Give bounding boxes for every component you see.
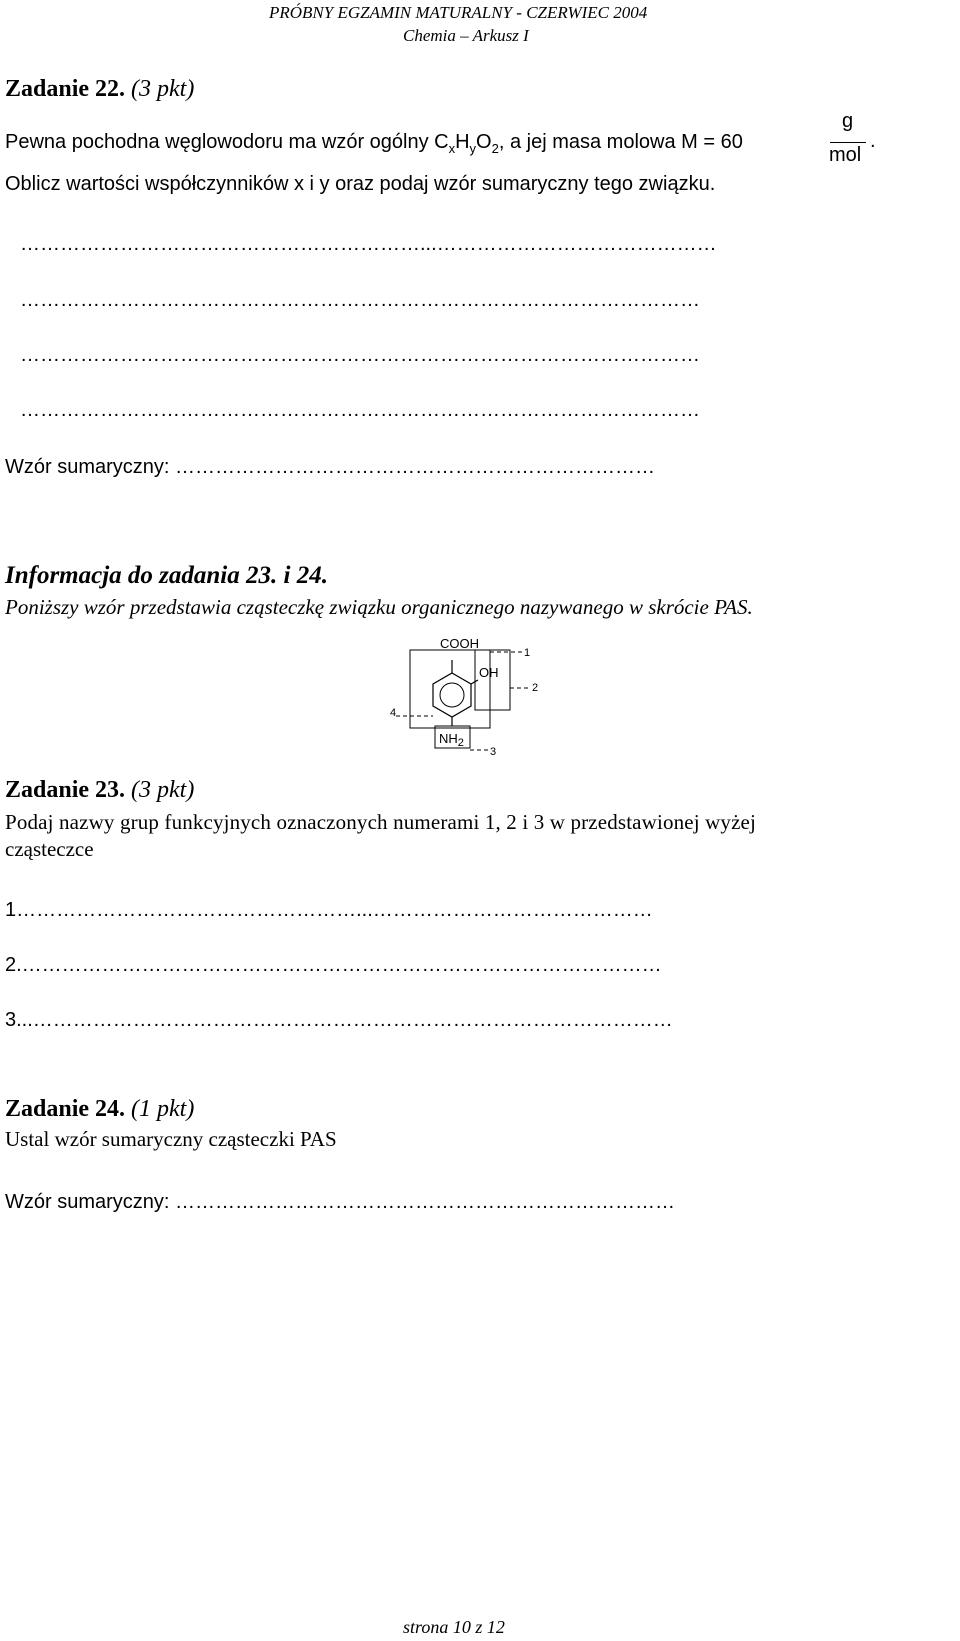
task22-points: (3 pkt) — [131, 76, 195, 102]
task22-statement — [5, 130, 743, 161]
task24-points: (1 pkt) — [131, 1096, 195, 1122]
task22-answer-line-4[interactable]: ………………………………………………………………………………………… — [20, 399, 700, 421]
task22-answer-line-3[interactable]: ………………………………………………………………………………………… — [20, 344, 700, 366]
pas-molecule-diagram — [380, 630, 580, 765]
marker-1: 1 — [524, 647, 531, 659]
oh-box — [475, 650, 510, 710]
task22-title: Zadanie 22. — [5, 76, 126, 102]
sub-x: x — [448, 141, 456, 156]
task23-answer-3[interactable]: 3...…………………………………………………………………………………… — [5, 1009, 673, 1031]
task22-heading — [5, 76, 194, 103]
task24-heading — [5, 1096, 194, 1123]
unit-numerator: g — [842, 110, 854, 132]
task22-instruction: Oblicz wartości współczynników x i y oraz podaj wzór sumaryczny tego związku. — [5, 173, 716, 195]
task22-formula-label: Wzór sumaryczny: — [5, 456, 170, 478]
task24-formula-answer[interactable]: ………………………………………………………………… — [175, 1191, 676, 1213]
marker-4: 4 — [390, 707, 397, 719]
nh-sub: 2 — [457, 737, 464, 749]
task22-formula-row — [5, 455, 655, 479]
aromatic-circle — [440, 683, 464, 707]
task23-title: Zadanie 23. — [5, 777, 126, 803]
fraction-line — [830, 142, 866, 143]
sub-y: y — [469, 141, 477, 156]
task22-formula-answer[interactable]: ……………………………………………………………… — [175, 456, 656, 478]
group-oh-label: OH — [479, 665, 499, 680]
task23-answer-2[interactable]: 2.…………………………………………………………………………………… — [5, 954, 662, 976]
task23-heading — [5, 777, 194, 804]
header-subject: Chemia – Arkusz I — [403, 26, 529, 45]
marker-3: 3 — [490, 746, 497, 758]
info-text: Poniższy wzór przedstawia cząsteczkę związku organicznego nazywanego w skrócie PAS. — [5, 595, 753, 619]
sub-2: 2 — [491, 141, 499, 156]
task22-text-pre: Pewna pochodna węglowodoru ma wzór ogólny C — [5, 131, 449, 153]
unit-denominator: mol — [829, 144, 862, 166]
nh-text: NH — [439, 731, 458, 746]
unit-period: . — [870, 130, 876, 152]
task22-answer-line-1[interactable]: ……………………………………………………...…………………………………… — [20, 233, 717, 255]
task23-points: (3 pkt) — [131, 777, 195, 803]
benzene-ring — [433, 673, 471, 717]
task22-answer-line-2[interactable]: ………………………………………………………………………………………… — [20, 289, 700, 311]
task23-line-2: cząsteczce — [5, 837, 94, 861]
task22-text-o: O — [476, 131, 492, 153]
group-cooh-label: COOH — [440, 636, 479, 651]
task24-formula-label: Wzór sumaryczny: — [5, 1191, 170, 1213]
page-header — [0, 0, 960, 50]
group-nh2-label — [439, 731, 464, 749]
task24-formula-row — [5, 1190, 675, 1214]
marker-2: 2 — [532, 682, 539, 694]
info-title: Informacja do zadania 23. i 24. — [5, 562, 328, 589]
task23-answer-1[interactable]: 1……………………………………………...…………………………………… — [5, 899, 653, 921]
task22-text-post: , a jej masa molowa M = 60 — [498, 131, 743, 153]
header-exam-title: PRÓBNY EGZAMIN MATURALNY - CZERWIEC 2004 — [269, 3, 648, 22]
task23-line-1: Podaj nazwy grup funkcyjnych oznaczonych numerami 1, 2 i 3 w przedstawionej wyżej — [5, 810, 757, 834]
task24-text: Ustal wzór sumaryczny cząsteczki PAS — [5, 1127, 337, 1151]
page-number: strona 10 z 12 — [403, 1617, 505, 1637]
task24-title: Zadanie 24. — [5, 1096, 126, 1122]
task22-text-h: H — [455, 131, 470, 153]
